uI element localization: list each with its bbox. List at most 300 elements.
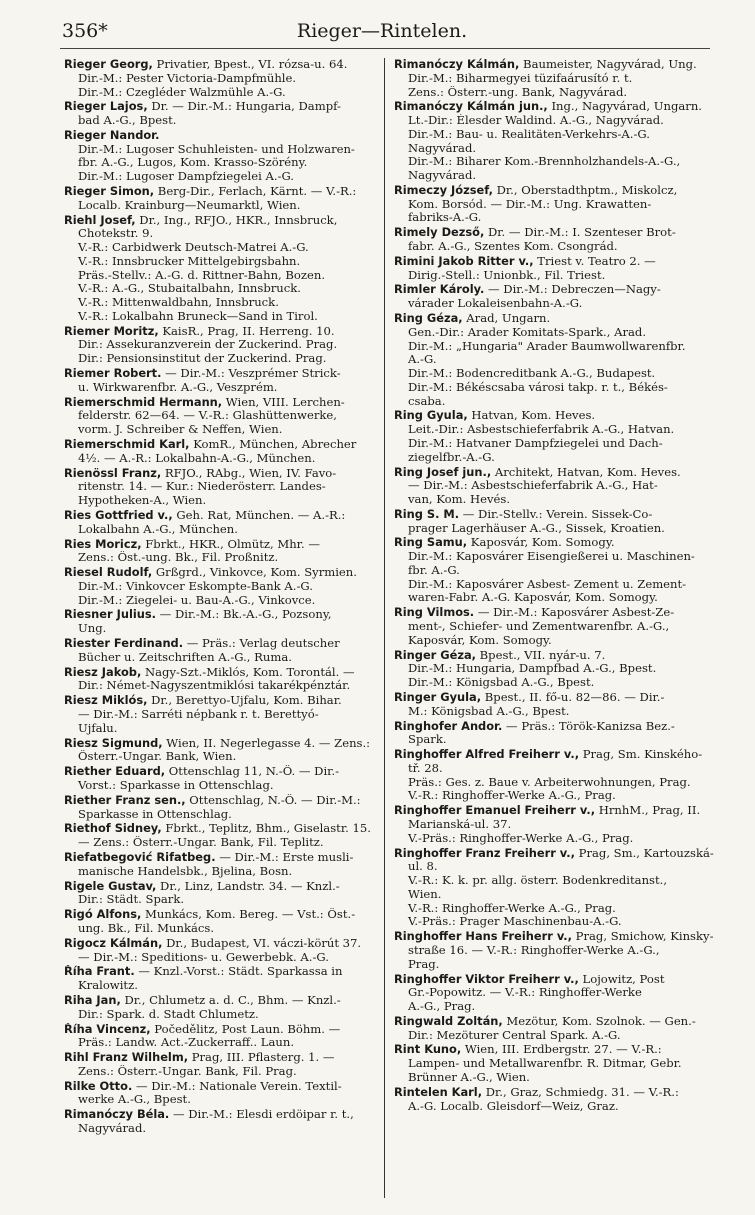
entry-first-line: [64, 325, 382, 339]
entry-line: Nagyvárad.: [78, 1122, 147, 1136]
entry-first-line: [64, 129, 382, 143]
directory-entry: [64, 325, 382, 366]
entry-first-line: [64, 694, 382, 708]
entry-line: V.-R.: Mittenwaldbahn, Innsbruck.: [78, 296, 279, 310]
entry-first-line: [394, 100, 716, 114]
entry-first-line: [394, 255, 716, 269]
entry-line: Zens.: Österr.-Ungar. Bank, Fil. Prag.: [78, 1064, 297, 1078]
entry-line: felderstr. 62—64. — V.-R.: Glashüttenwerke,: [78, 409, 337, 423]
directory-entry: [64, 880, 382, 908]
entry-name: Ringhoffer Hans Freiherr v.,: [394, 930, 572, 944]
entry-text: Privatier, Bpest., VI. rózsa-u. 64.: [152, 58, 348, 71]
entry-name: Ringhofer Andor.: [394, 719, 503, 733]
entry-line: Präs.: Ges. z. Baue v. Arbeiterwohnungen, Prag.: [408, 775, 691, 789]
entry-text: — Dir.-M.: Erste musli-: [215, 850, 354, 864]
entry-line: Nagyvárad.: [408, 169, 477, 183]
directory-entry: [394, 58, 716, 99]
entry-first-line: [64, 880, 382, 894]
entry-line: Dir.-M.: Hatvaner Dampfziegelei und Dach-: [408, 436, 663, 450]
entry-line: Ung.: [78, 622, 107, 636]
directory-entry: [64, 438, 382, 466]
entry-first-line: [64, 851, 382, 865]
entry-line: Dir.: Mezöturer Central Spark. A.-G.: [408, 1028, 621, 1042]
entry-text: Dr. — Dir.-M.: Hungaria, Dampf-: [147, 100, 341, 114]
entry-text: Ottenschlag 11, N.-Ö. — Dir.-: [165, 765, 340, 779]
directory-entry: [394, 606, 716, 647]
entry-line: 4½. — A.-R.: Lokalbahn-A.-G., München.: [78, 451, 316, 465]
entry-first-line: [64, 100, 382, 114]
entry-line: Dir.-M.: Biharer Kom.-Brennholzhandels-A.-G.,: [408, 155, 681, 169]
entry-name: Rimanóczy Kálmán jun.,: [394, 100, 548, 114]
entry-text: Dr. — Dir.-M.: I. Szenteser Brot-: [484, 226, 676, 240]
entry-name: Ringhoffer Alfred Freiherr v.,: [394, 748, 580, 762]
entry-line: Zens.: Öst.-ung. Bk., Fil. Proßnitz.: [78, 551, 279, 565]
entry-first-line: [394, 226, 716, 240]
directory-entry: [394, 973, 716, 1014]
entry-line: Dir.-M.: Békéscsaba városi takp. r. t., Békés-: [408, 380, 668, 394]
entry-line: ment-, Schiefer- und Zementwarenfbr. A.-G.,: [408, 620, 670, 634]
entry-first-line: [64, 794, 382, 808]
entry-line: Hypotheken-A., Wien.: [78, 494, 207, 508]
entry-line: manische Handelsbk., Bjelina, Bosn.: [78, 864, 293, 878]
entry-name: Rienössl Franz,: [64, 466, 162, 480]
entry-line: Bücher u. Zeitschriften A.-G., Ruma.: [78, 650, 292, 664]
right-column: [394, 58, 716, 1114]
entry-text: Grßgrd., Vinkovce, Kom. Syrmien.: [152, 566, 357, 580]
entry-line: A.-G., Prag.: [408, 1000, 476, 1014]
directory-entry: [394, 466, 716, 507]
entry-text: Prag, Smichow, Kinsky-: [571, 930, 714, 944]
entry-line: Kaposvár, Kom. Somogy.: [408, 633, 552, 647]
entry-text: Architekt, Hatvan, Kom. Heves.: [491, 465, 681, 479]
entry-line: Dir.-M.: Königsbad A.-G., Bpest.: [408, 676, 595, 690]
entry-line: Dir.-M.: Pester Victoria-Dampfmühle.: [78, 71, 297, 85]
entry-line: V.-R.: K. k. pr. allg. österr. Bodenkreditanst.,: [408, 874, 668, 888]
entry-first-line: [64, 937, 382, 951]
entry-name: Ring Vilmos.: [394, 606, 475, 620]
entry-line: Dir.-M.: Kaposvárer Eisengießerei u. Maschinen-: [408, 550, 695, 564]
directory-entry: [394, 283, 716, 311]
directory-entry: [64, 509, 382, 537]
entry-line: Dir.-M.: Biharmegyei tüzifaárusító r. t.: [408, 71, 633, 85]
entry-line: Vorst.: Sparkasse in Ottenschlag.: [78, 778, 274, 792]
entry-line: ritenstr. 14. — Kur.: Niederösterr. Landes-: [78, 480, 326, 494]
entry-line: Lampen- und Metallwarenfbr. R. Ditmar, Gebr.: [408, 1057, 682, 1071]
entry-line: Sparkasse in Ottenschlag.: [78, 807, 232, 821]
entry-name: Ring Josef jun.,: [394, 465, 492, 479]
entry-line: tř. 28.: [408, 761, 443, 775]
entry-name: Rimanóczy Béla.: [64, 1108, 170, 1122]
entry-line: u. Wirkwarenfbr. A.-G., Veszprém.: [78, 380, 278, 394]
directory-entry: [394, 409, 716, 464]
entry-name: Rihl Franz Wilhelm,: [64, 1051, 189, 1065]
entry-first-line: [64, 1080, 382, 1094]
entry-first-line: [64, 822, 382, 836]
directory-entry: [64, 994, 382, 1022]
directory-entry: [394, 1043, 716, 1084]
entry-name: Riether Franz sen.,: [64, 793, 186, 807]
entry-first-line: [394, 1086, 716, 1100]
entry-text: Fbrkt., HKR., Olmütz, Mhr. —: [141, 537, 320, 551]
entry-text: Mezötur, Kom. Szolnok. — Gen.-: [502, 1014, 696, 1028]
directory-entry: [64, 129, 382, 184]
entry-first-line: [64, 538, 382, 552]
entry-name: Ring Géza,: [394, 312, 463, 326]
entry-name: Rieger Simon,: [64, 185, 155, 199]
entry-line: — Dir.-M.: Asbestschieferfabrik A.-G., Hat-: [408, 479, 658, 493]
entry-first-line: [394, 847, 716, 861]
entry-text: Počedělitz, Post Laun. Böhm. —: [150, 1022, 341, 1036]
entry-first-line: [394, 930, 716, 944]
entry-text: Bpest., II. fő-u. 82—86. — Dir.-: [481, 690, 665, 704]
entry-text: Arad, Ungarn.: [462, 312, 551, 326]
entry-text: Ottenschlag, N.-Ö. — Dir.-M.:: [185, 793, 361, 807]
entry-name: Rigocz Kálmán,: [64, 936, 163, 950]
entry-line: fbr. A.-G., Lugos, Kom. Krasso-Szörény.: [78, 156, 308, 170]
entry-name: Riemerschmid Hermann,: [64, 395, 223, 409]
entry-first-line: [64, 666, 382, 680]
directory-entry: [64, 794, 382, 822]
entry-line: Prag.: [408, 957, 440, 971]
entry-name: Ringer Gyula,: [394, 690, 482, 704]
directory-entry: [394, 748, 716, 803]
entry-name: Riesz Jakob,: [64, 665, 142, 679]
directory-entry: [394, 720, 716, 748]
directory-entry: [64, 608, 382, 636]
entry-name: Rintelen Karl,: [394, 1085, 483, 1099]
entry-line: Brünner A.-G., Wien.: [408, 1070, 530, 1084]
entry-text: Fbrkt., Teplitz, Bhm., Giselastr. 15.: [161, 822, 371, 836]
entry-first-line: [394, 973, 716, 987]
entry-name: Ringwald Zoltán,: [394, 1014, 503, 1028]
directory-entry: [64, 908, 382, 936]
entry-first-line: [64, 58, 382, 72]
entry-text: Wien, VIII. Lerchen-: [222, 395, 345, 409]
directory-entry: [64, 965, 382, 993]
directory-entry: [64, 937, 382, 965]
entry-text: Ing., Nagyvárad, Ungarn.: [547, 100, 702, 114]
entry-line: V.-R.: Carbidwerk Deutsch-Matrei A.-G.: [78, 241, 309, 255]
entry-first-line: [64, 509, 382, 523]
entry-name: Riesel Rudolf,: [64, 566, 153, 580]
entry-first-line: [394, 649, 716, 663]
entry-first-line: [64, 438, 382, 452]
directory-entry: [64, 467, 382, 508]
entry-first-line: [64, 994, 382, 1008]
directory-entry: [394, 508, 716, 536]
entry-first-line: [64, 908, 382, 922]
entry-line: Dir.-M.: Vinkovcer Eskompte-Bank A.-G.: [78, 579, 313, 593]
entry-line: Präs.: Landw. Act.-Zuckerraff.. Laun.: [78, 1036, 295, 1050]
entry-text: Prag, Sm., Kartouzská-: [574, 846, 714, 860]
entry-line: fbr. A.-G.: [408, 563, 460, 577]
entry-line: Chotekstr. 9.: [78, 227, 154, 241]
entry-line: Leit.-Dir.: Asbestschieferfabrik A.-G., Hatvan.: [408, 423, 675, 437]
entry-line: Dir.-M.: Lugoser Dampfziegelei A.-G.: [78, 170, 294, 184]
entry-text: Prag, Sm. Kinského-: [579, 748, 703, 762]
entry-first-line: [394, 58, 716, 72]
left-column: [64, 58, 382, 1137]
entry-line: V.-R.: Innsbrucker Mittelgebirgsbahn.: [78, 254, 301, 268]
entry-line: A.-G. Localb. Gleisdorf—Weiz, Graz.: [408, 1099, 619, 1113]
entry-text: Nagy-Szt.-Miklós, Kom. Torontál. —: [141, 665, 355, 679]
entry-line: Ujfalu.: [78, 721, 118, 735]
directory-entry: [394, 312, 716, 408]
entry-text: — Präs.: Török-Kanizsa Bez.-: [502, 719, 675, 733]
entry-line: V.-Präs.: Prager Maschinenbau-A.-G.: [408, 915, 622, 929]
entry-name: Riemer Robert.: [64, 367, 162, 381]
entry-line: bad A.-G., Bpest.: [78, 114, 177, 128]
entry-first-line: [64, 185, 382, 199]
entry-first-line: [394, 184, 716, 198]
entry-name: Rimely Dezső,: [394, 226, 485, 240]
entry-name: Riemerschmid Karl,: [64, 438, 190, 451]
entry-name: Rieger Lajos,: [64, 100, 148, 114]
entry-name: Ries Gottfried v.,: [64, 508, 173, 522]
entry-first-line: [394, 691, 716, 705]
entry-first-line: [64, 396, 382, 410]
entry-first-line: [64, 965, 382, 979]
entry-name: Riemer Moritz,: [64, 324, 159, 338]
entry-line: Nagyvárad.: [408, 141, 477, 155]
page-number: 356*: [62, 20, 108, 42]
directory-entry: [64, 694, 382, 735]
directory-entry: [64, 851, 382, 879]
entry-name: Ringhoffer Franz Freiherr v.,: [394, 846, 575, 860]
header-rule: [60, 48, 710, 49]
entry-line: Präs.-Stellv.: A.-G. d. Rittner-Bahn, Bozen.: [78, 268, 326, 282]
entry-first-line: [394, 1043, 716, 1057]
entry-line: Dir.-M.: Hungaria, Dampfbad A.-G., Bpest.: [408, 662, 657, 676]
entry-line: vorm. J. Schreiber & Neffen, Wien.: [78, 423, 283, 437]
entry-text: Dr., Budapest, VI. váczi-körút 37.: [162, 936, 362, 950]
directory-entry: [64, 666, 382, 694]
entry-line: ziegelfbr.-A.-G.: [408, 450, 495, 464]
entry-line: V.-R.: A.-G., Stubaitalbahn, Innsbruck.: [78, 282, 301, 296]
entry-text: Dr., Ing., RFJO., HKR., Innsbruck,: [135, 213, 338, 227]
entry-text: Lojowitz, Post: [578, 972, 665, 986]
entry-first-line: [64, 214, 382, 228]
directory-entry: [64, 1023, 382, 1051]
entry-line: Dirig.-Stell.: Unionbk., Fil. Triest.: [408, 268, 606, 282]
directory-entry: [394, 536, 716, 605]
directory-entry: [394, 1086, 716, 1114]
entry-name: Riesz Sigmund,: [64, 736, 163, 750]
entry-line: Localb. Krainburg—Neumarktl, Wien.: [78, 198, 301, 212]
entry-line: Zens.: Österr.-ung. Bank, Nagyvárad.: [408, 85, 628, 99]
entry-first-line: [394, 720, 716, 734]
directory-entry: [64, 1080, 382, 1108]
entry-line: ung. Bk., Fil. Munkács.: [78, 921, 215, 935]
entry-text: Dr., Linz, Landstr. 34. — Knzl.-: [156, 879, 340, 893]
entry-line: Kom. Borsód. — Dir.-M.: Ung. Krawatten-: [408, 197, 652, 211]
entry-line: Dir.-M.: Bodencreditbank A.-G., Budapest.: [408, 367, 656, 381]
entry-text: Triest v. Teatro 2. —: [533, 254, 656, 268]
entry-text: — Dir.-Stellv.: Verein. Sissek-Co-: [459, 507, 653, 521]
entry-text: Prag, III. Pflasterg. 1. —: [188, 1051, 335, 1065]
entry-line: Dir.-M.: Bau- u. Realitäten-Verkehrs-A.-G.: [408, 127, 650, 141]
entry-line: V.-R.: Ringhoffer-Werke A.-G., Prag.: [408, 901, 616, 915]
entry-text: — Dir.-M.: Elesdi erdöipar r. t.,: [169, 1108, 354, 1122]
entry-line: prager Lagerhäuser A.-G., Sissek, Kroatien.: [408, 521, 665, 535]
directory-entry: [394, 649, 716, 690]
directory-entry: [64, 1108, 382, 1136]
entry-first-line: [394, 606, 716, 620]
directory-entry: [64, 367, 382, 395]
directory-entry: [64, 1051, 382, 1079]
entry-line: Dir.: Spark. d. Stadt Chlumetz.: [78, 1007, 259, 1021]
entry-first-line: [394, 804, 716, 818]
directory-entry: [64, 566, 382, 607]
entry-line: fabr. A.-G., Szentes Kom. Csongrád.: [408, 240, 618, 254]
entry-line: van, Kom. Hevés.: [408, 493, 511, 506]
entry-line: V.-R.: Ringhoffer-Werke A.-G., Prag.: [408, 789, 616, 803]
directory-entry: [394, 691, 716, 719]
directory-entry: [394, 847, 716, 930]
entry-line: Wien.: [408, 887, 442, 901]
entry-name: Rieger Georg,: [64, 58, 153, 71]
entry-line: Österr.-Ungar. Bank, Wien.: [78, 750, 237, 764]
entry-name: Riesner Julius.: [64, 608, 156, 622]
entry-first-line: [394, 748, 716, 762]
entry-line: Dir.-M.: Kaposvárer Asbest- Zement u. Zement-: [408, 577, 687, 591]
entry-text: Berg-Dir., Ferlach, Kärnt. — V.-R.:: [154, 185, 357, 199]
entry-name: Riester Ferdinand.: [64, 637, 184, 651]
entry-name: Říha Vincenz,: [64, 1022, 151, 1036]
entry-name: Ries Moricz,: [64, 537, 142, 551]
entry-text: KaisR., Prag, II. Herreng. 10.: [158, 324, 335, 338]
directory-entry: [64, 822, 382, 850]
entry-line: Dir.: Pensionsinstitut der Zuckerind. Prag.: [78, 352, 327, 366]
directory-entry: [64, 185, 382, 213]
entry-name: Riefatbegović Rifatbeg.: [64, 850, 216, 864]
entry-name: Ring Samu,: [394, 536, 468, 550]
entry-text: — Knzl.-Vorst.: Städt. Sparkassa in: [134, 965, 343, 979]
entry-name: Riha Jan,: [64, 993, 121, 1007]
entry-line: Dir.-M.: Ziegelei- u. Bau-A.-G., Vinkovce.: [78, 593, 316, 607]
page-header: [62, 20, 702, 46]
entry-name: Rieger Nandor.: [64, 128, 160, 142]
entry-line: ul. 8.: [408, 860, 438, 874]
entry-name: Rilke Otto.: [64, 1079, 133, 1093]
entry-line: V.-R.: Lokalbahn Bruneck—Sand in Tirol.: [78, 309, 318, 323]
directory-entry: [394, 1015, 716, 1043]
entry-first-line: [64, 608, 382, 622]
entry-name: Riehl Josef,: [64, 213, 136, 227]
entry-text: Kaposvár, Kom. Somogy.: [467, 536, 615, 550]
entry-text: Dr., Berettyo-Ujfalu, Kom. Bihar.: [147, 694, 342, 708]
entry-first-line: [394, 409, 716, 423]
entry-line: — Dir.-M.: Sarréti népbank r. t. Berettyó-: [78, 708, 319, 721]
entry-line: Dir.-M.: Lugoser Schuhleisten- und Holzwaren-: [78, 142, 355, 156]
directory-entry: [64, 637, 382, 665]
entry-text: Dr., Oberstadthptm., Miskolcz,: [492, 183, 678, 197]
entry-text: Bpest., VII. nyár-u. 7.: [475, 648, 606, 662]
entry-first-line: [394, 283, 716, 297]
directory-entry: [64, 58, 382, 99]
entry-name: Říha Frant.: [64, 965, 135, 979]
entry-text: Wien, III. Erdbergstr. 27. — V.-R.:: [461, 1043, 662, 1057]
entry-line: Gr.-Popowitz. — V.-R.: Ringhoffer-Werke: [408, 986, 642, 1000]
entry-name: Ringer Géza,: [394, 648, 476, 662]
entry-name: Ring Gyula,: [394, 409, 468, 423]
directory-entry: [64, 396, 382, 437]
entry-text: Dr., Graz, Schmiedg. 31. — V.-R.:: [482, 1085, 679, 1099]
entry-line: Dir.: Német-Nagyszentmiklósi takarékpénztár.: [78, 679, 351, 693]
entry-text: Baumeister, Nagyvárad, Ung.: [519, 58, 697, 71]
entry-name: Riethof Sidney,: [64, 822, 162, 836]
entry-first-line: [64, 1023, 382, 1037]
entry-name: Ring S. M.: [394, 507, 460, 521]
directory-entry: [64, 214, 382, 324]
entry-text: — Dir.-M.: Veszprémer Strick-: [161, 367, 341, 381]
entry-first-line: [394, 1015, 716, 1029]
entry-name: Rimanóczy Kálmán,: [394, 58, 520, 71]
entry-text: Geh. Rat, München. — A.-R.:: [172, 508, 346, 522]
entry-line: Lokalbahn A.-G., München.: [78, 522, 238, 536]
entry-line: Dir.: Assekuranzverein der Zuckerind. Prag.: [78, 338, 338, 352]
entry-name: Rigó Alfons,: [64, 908, 142, 922]
entry-first-line: [394, 312, 716, 326]
directory-entry: [394, 226, 716, 254]
entry-text: — Dir.-M.: Bk.-A.-G., Pozsony,: [155, 608, 332, 622]
entry-name: Rimini Jakob Ritter v.,: [394, 254, 534, 268]
entry-line: werke A.-G., Bpest.: [78, 1093, 191, 1107]
entry-name: Ringhoffer Emanuel Freiherr v.,: [394, 804, 596, 818]
entry-name: Ringhoffer Viktor Freiherr v.,: [394, 972, 579, 986]
entry-first-line: [64, 637, 382, 651]
entry-first-line: [64, 765, 382, 779]
entry-line: — Zens.: Österr.-Ungar. Bank, Fil. Teplitz.: [78, 836, 324, 850]
entry-text: HrnhM., Prag, II.: [595, 804, 701, 818]
entry-line: Dir.-M.: Czegléder Walzmühle A.-G.: [78, 85, 286, 99]
entry-line: V.-Präs.: Ringhoffer-Werke A.-G., Prag.: [408, 831, 634, 845]
entry-line: M.: Königsbad A.-G., Bpest.: [408, 704, 570, 718]
entry-text: Wien, II. Negerlegasse 4. — Zens.:: [162, 736, 371, 750]
page-title: Rieger—Rintelen.: [296, 20, 468, 42]
entry-first-line: [64, 566, 382, 580]
directory-entry: [394, 184, 716, 225]
directory-entry: [64, 538, 382, 566]
directory-entry: [394, 930, 716, 971]
entry-first-line: [394, 466, 716, 480]
directory-entry: [64, 737, 382, 765]
entry-line: Dir.-M.: „Hungaria" Arader Baumwollwarenfbr.: [408, 339, 686, 353]
directory-entry: [394, 100, 716, 183]
entry-name: Riesz Miklós,: [64, 694, 148, 708]
entry-text: — Dir.-M.: Kaposvárer Asbest-Ze-: [474, 606, 675, 620]
entry-name: Rigele Gustav,: [64, 879, 157, 893]
entry-first-line: [64, 367, 382, 381]
entry-first-line: [394, 536, 716, 550]
entry-name: Rimler Károly.: [394, 283, 485, 297]
entry-line: várader Lokaleisenbahn-A.-G.: [408, 297, 583, 311]
entry-name: Rimeczy József,: [394, 183, 493, 197]
directory-entry: [394, 255, 716, 283]
entry-text: RFJO., RAbg., Wien, IV. Favo-: [161, 466, 337, 480]
column-divider: [384, 58, 385, 1198]
entry-text: — Dir.-M.: Nationale Verein. Textil-: [132, 1079, 342, 1093]
entry-line: Marianská-ul. 37.: [408, 818, 512, 831]
entry-text: — Dir.-M.: Debreczen—Nagy-: [484, 283, 661, 297]
entry-first-line: [64, 1051, 382, 1065]
entry-line: Kralowitz.: [78, 979, 138, 993]
entry-line: fabriks-A.-G.: [408, 211, 482, 225]
entry-text: Hatvan, Kom. Heves.: [467, 409, 596, 423]
entry-line: Gen.-Dir.: Arader Komitats-Spark., Arad.: [408, 325, 647, 339]
entry-line: Lt.-Dir.: Élesder Waldind. A.-G., Nagyvárad.: [408, 114, 664, 128]
entry-name: Riether Eduard,: [64, 765, 166, 779]
